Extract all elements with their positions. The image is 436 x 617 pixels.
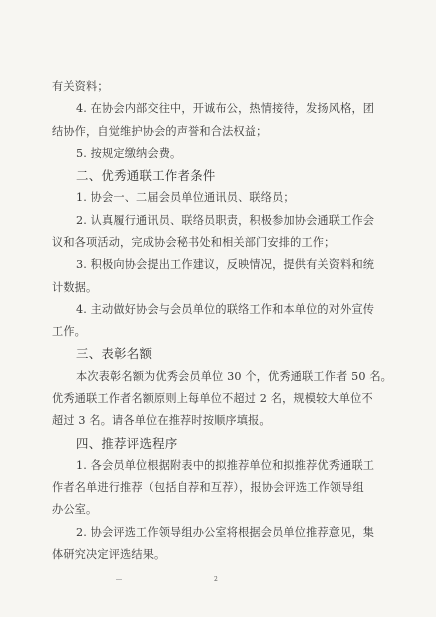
page-number: 2 xyxy=(214,576,218,583)
text-line: 结协作，自觉维护协会的声誉和合法权益； xyxy=(52,125,268,138)
section-heading: 二、优秀通联工作者条件 xyxy=(76,168,216,183)
text-line: 体研究决定评选结果。 xyxy=(52,548,166,561)
text-line: 3. 积极向协会提出工作建议，反映情况，提供有关资料和统 xyxy=(76,258,375,271)
text-line: 作者名单进行推荐（包括自荐和互荐），报协会评选工作领导组 xyxy=(52,481,364,494)
scan-artifact xyxy=(116,579,122,580)
text-line: 工作。 xyxy=(52,325,87,338)
text-line: 4. 主动做好协会与会员单位的联络工作和本单位的对外宣传 xyxy=(76,303,375,316)
text-line: 2. 认真履行通讯员、联络员职责，积极参加协会通联工作会 xyxy=(76,214,375,227)
text-line: 1. 各会员单位根据附表中的拟推荐单位和拟推荐优秀通联工 xyxy=(76,459,375,472)
section-heading: 三、表彰名额 xyxy=(76,346,153,361)
text-line: 优秀通联工作者名额原则上每单位不超过 2 名，规模较大单位不 xyxy=(52,392,373,405)
text-line: 议和各项活动，完成协会秘书处和相关部门安排的工作； xyxy=(52,236,336,249)
text-line: 1. 协会一、二届会员单位通讯员、联络员； xyxy=(76,191,295,204)
section-heading: 四、推荐评选程序 xyxy=(76,436,178,451)
text-line: 有关资料； xyxy=(52,80,109,93)
text-line: 4. 在协会内部交往中，开诚布公，热情接待，发扬风格，团 xyxy=(76,102,375,115)
text-line: 本次表彰名额为优秀会员单位 30 个，优秀通联工作者 50 名。 xyxy=(76,370,392,383)
text-line: 办公室。 xyxy=(52,503,98,516)
text-line: 2. 协会评选工作领导组办公室将根据会员单位推荐意见，集 xyxy=(76,526,375,539)
text-line: 5. 按规定缴纳会费。 xyxy=(76,147,182,160)
text-line: 计数据。 xyxy=(52,281,98,294)
text-line: 超过 3 名。请各单位在推荐时按顺序填报。 xyxy=(52,414,271,427)
